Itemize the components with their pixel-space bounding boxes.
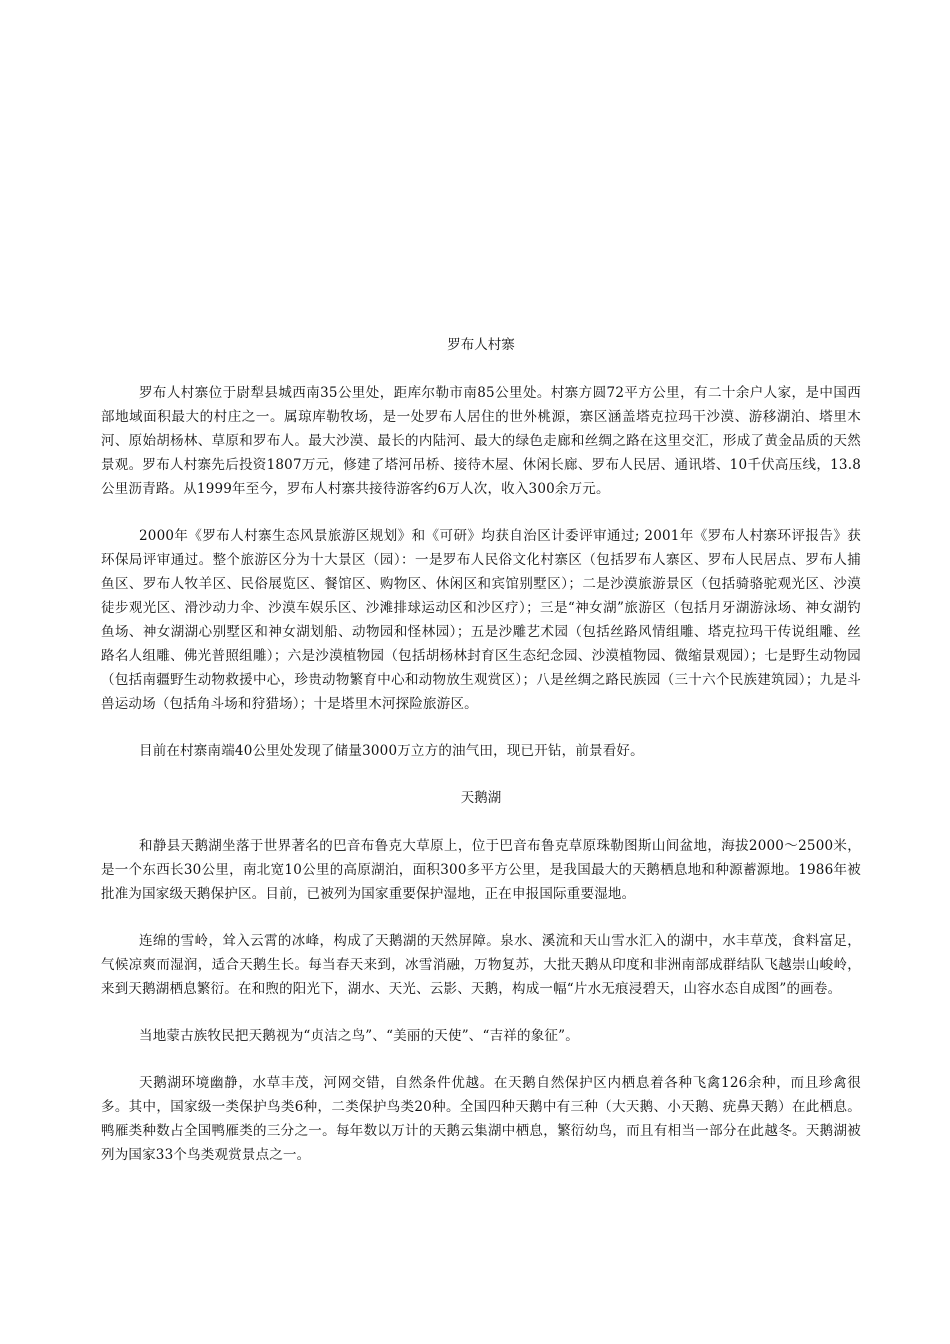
section-title-luobu: 罗布人村寨 (447, 337, 515, 353)
spacer (101, 716, 861, 739)
spacer (101, 357, 861, 381)
paragraph: 2000年《罗布人村寨生态风景旅游区规划》和《可研》均获自治区计委评审通过; 2001年《罗布人村寨环评报告》获环保局评审通过。整个旅游区分为十大景区（园）：一是罗布人民俗文化村寨区（包括罗布人寨区、罗布人民居点、罗布人捕鱼区、罗布人牧羊区、民俗展览区、餐馆区、购物区、休闲区和宾馆别墅区）；二是沙漠旅游景区（包括骑骆驼观光区、沙漠徒步观光区、滑沙动力伞、沙漠车娱乐区、沙滩排球运动区和沙区疗）；三是“神女湖”旅游区（包括月牙湖游泳场、神女湖钓鱼场、神女湖湖心别墅区和神女湖划船、动物园和怪林园）；五是沙雕艺术园（包括丝路风情组雕、塔克拉玛干传说组雕、丝路名人组雕、佛光普照组雕）；六是沙漠植物园（包括胡杨林封育区生态纪念园、沙漠植物园、微缩景观园）；七是野生动物园（包括南疆野生动物救援中心，珍贵动物繁育中心和动物放生观赏区）；八是丝绸之路民族园（三十六个民族建筑园）；九是斗兽运动场（包括角斗场和狩猎场）；十是塔里木河探险旅游区。 (101, 528, 861, 712)
paragraph: 天鹅湖环境幽静，水草丰茂，河网交错，自然条件优越。在天鹅自然保护区内栖息着各种飞禽126余种，而且珍禽很多。其中，国家级一类保护鸟类6种，二类保护鸟类20种。全国四种天鹅中有三种（大天鹅、小天鹅、疣鼻天鹅）在此栖息。鸭雁类种数占全国鸭雁类的三分之一。每年数以万计的天鹅云集湖中栖息，繁衍幼鸟，而且有相当一部分在此越冬。天鹅湖被列为国家33个鸟类观赏景点之一。 (101, 1075, 861, 1163)
spacer (101, 1001, 861, 1024)
section-title-swan-lake: 天鹅湖 (460, 790, 502, 806)
spacer (101, 810, 861, 834)
paragraph: 连绵的雪岭，耸入云霄的冰峰，构成了天鹅湖的天然屏障。泉水、溪流和天山雪水汇入的湖中，水丰草茂，食料富足，气候凉爽而湿润，适合天鹅生长。每当春天来到，冰雪消融，万物复苏，大批天鹅从印度和非洲南部成群结队飞越崇山峻岭，来到天鹅湖栖息繁衍。在和煦的阳光下，湖水、天光、云影、天鹅，构成一幅“片水无痕浸碧天，山容水态自成图”的画卷。 (101, 933, 861, 997)
paragraph: 当地蒙古族牧民把天鹅视为“贞洁之鸟”、“美丽的天使”、“吉祥的象征”。 (139, 1028, 579, 1044)
document-body (101, 333, 861, 1167)
spacer (101, 1048, 861, 1071)
spacer (101, 763, 861, 786)
spacer (101, 501, 861, 524)
paragraph: 和静县天鹅湖坐落于世界著名的巴音布鲁克大草原上，位于巴音布鲁克草原珠勒图斯山间盆地，海拔2000～2500米，是一个东西长30公里，南北宽10公里的高原湖泊，面积300多平方公里，是我国最大的天鹅栖息地和种源蓄源地。1986年被批准为国家级天鹅保护区。目前，已被列为国家重要保护湿地，正在申报国际重要湿地。 (101, 838, 861, 902)
spacer (101, 906, 861, 929)
paragraph: 目前在村寨南端40公里处发现了储量3000万立方的油气田，现已开钻，前景看好。 (139, 743, 644, 759)
paragraph: 罗布人村寨位于尉犁县城西南35公里处，距库尔勒市南85公里处。村寨方圆72平方公里，有二十余户人家，是中国西部地域面积最大的村庄之一。属琼库勒牧场，是一处罗布人居住的世外桃源，寨区涵盖塔克拉玛干沙漠、游移湖泊、塔里木河、原始胡杨林、草原和罗布人。最大沙漠、最长的内陆河、最大的绿色走廊和丝绸之路在这里交汇，形成了黄金品质的天然景观。罗布人村寨先后投资1807万元，修建了塔河吊桥、接待木屋、休闲长廊、罗布人民居、通讯塔、10千伏高压线，13.8公里沥青路。从1999年至今，罗布人村寨共接待游客约6万人次，收入300余万元。 (101, 385, 861, 497)
